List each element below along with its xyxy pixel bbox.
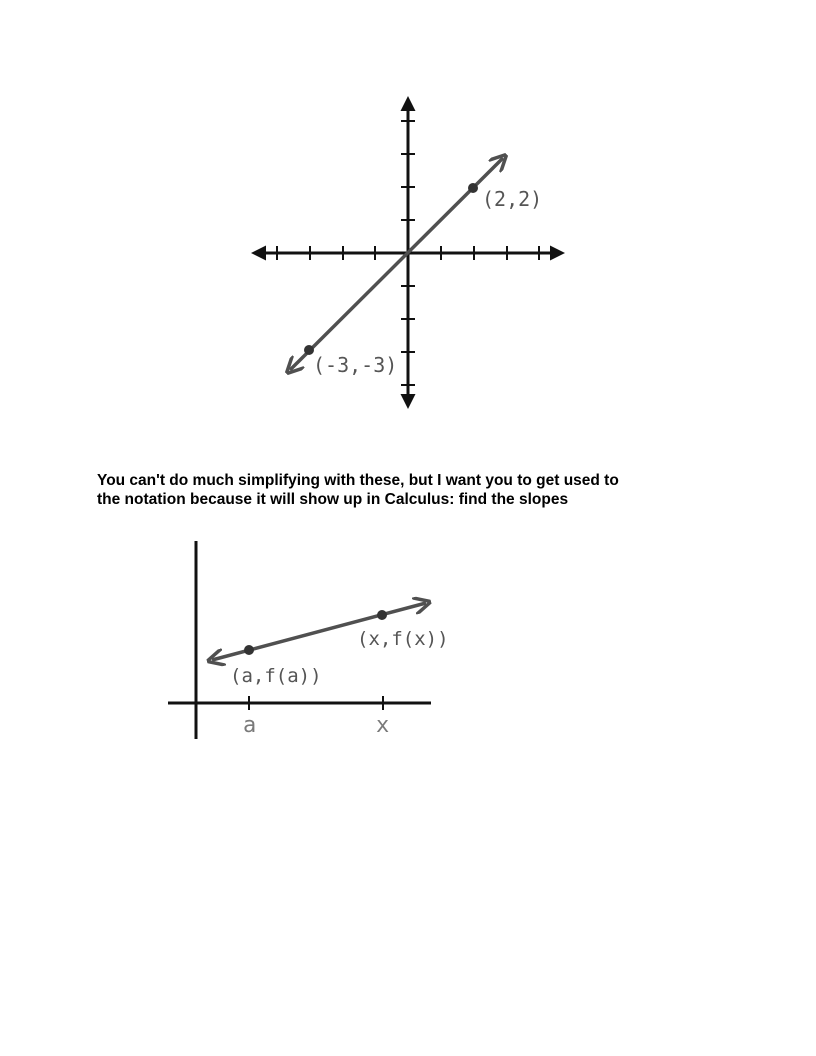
bottom-tick-a-label: a bbox=[243, 713, 257, 738]
bottom-point-right-label: (x,f(x)) bbox=[357, 628, 449, 650]
top-point-a-label: (2,2) bbox=[482, 187, 543, 211]
bottom-point-left-label: (a,f(a)) bbox=[230, 665, 322, 687]
instruction-paragraph bbox=[97, 471, 737, 509]
instruction-line-2: the notation because it will show up in Calculus: find the slopes bbox=[97, 491, 569, 508]
top-point-a bbox=[468, 183, 478, 193]
bottom-coordinate-graph bbox=[168, 541, 449, 739]
top-coordinate-graph bbox=[254, 99, 562, 406]
top-point-b-label: (-3,-3) bbox=[313, 353, 398, 377]
instruction-line-1: You can't do much simplifying with these, but I want you to get used to bbox=[97, 472, 619, 489]
bottom-tick-x-label: x bbox=[376, 713, 390, 738]
bottom-point-left bbox=[244, 645, 254, 655]
bottom-point-right bbox=[377, 610, 387, 620]
